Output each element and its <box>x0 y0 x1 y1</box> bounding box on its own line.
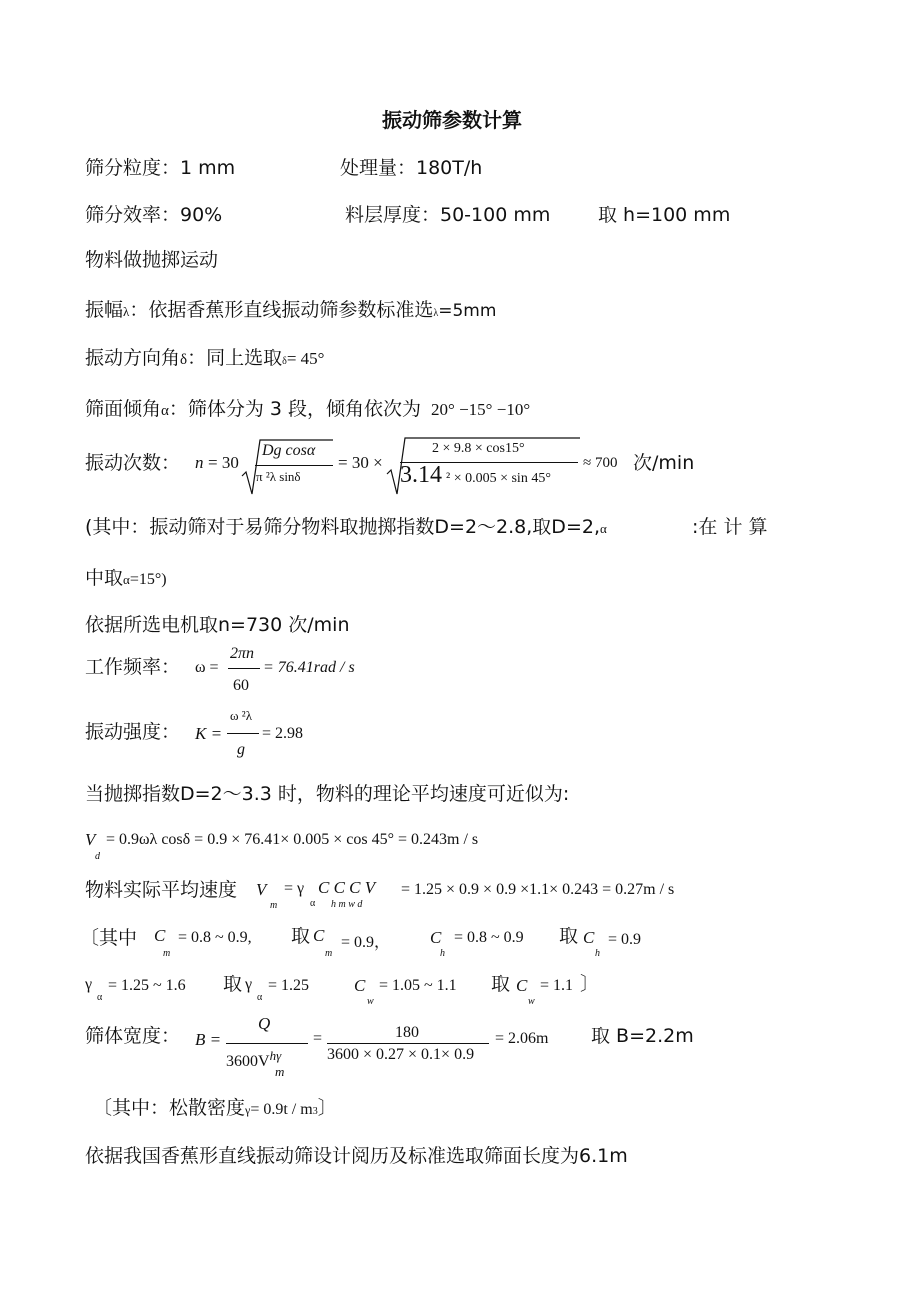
density-gamma: γ <box>245 1103 251 1117</box>
cw-symbol: C <box>354 976 366 995</box>
frac-line-workfreq <box>228 668 260 669</box>
direction-label: 振动方向角 <box>85 347 181 369</box>
theory-line: 当抛掷指数D=2～3.3 时，物料的理论平均速度可近似为: <box>85 783 570 805</box>
cm-value: = 0.9， <box>341 934 391 951</box>
n-symbol: n <box>195 453 204 472</box>
sqrt2-denominator: ² × 0.005 × sin 45° <box>446 471 551 486</box>
density-value: = 0.9t / m <box>250 1101 313 1118</box>
sqrt2-denominator-pi: 3.14 <box>400 462 442 488</box>
coef1-take-2: 取 <box>559 925 579 947</box>
sqrt2-numerator: 2 × 9.8 × cos15° <box>432 441 525 456</box>
capacity-text: 处理量：180T/h <box>340 157 483 179</box>
width-numerator-q: Q <box>258 1014 271 1033</box>
gamma-symbol: γ <box>85 976 93 993</box>
vd-symbol: V <box>85 830 96 849</box>
vm-symbol: V <box>256 880 267 899</box>
intensity-numerator: ω ²λ <box>230 708 253 723</box>
coef2-close: 〕 <box>580 973 600 995</box>
coef2-take-1: 取 <box>223 973 243 995</box>
coef2-take-2: 取 <box>491 973 511 995</box>
ch-symbol: C <box>430 928 442 947</box>
width-den-tail: hγ <box>269 1048 282 1063</box>
frac-line-intensity <box>227 733 259 734</box>
frac-line-1 <box>255 465 333 466</box>
cw-sub: w <box>367 996 374 1007</box>
workfreq-denominator: 60 <box>233 677 249 694</box>
k-eq: K = <box>195 724 223 743</box>
amplitude-line <box>85 298 496 326</box>
cm2-sub: m <box>325 948 333 959</box>
b-eq: B = <box>195 1030 222 1049</box>
gamma-sub: α <box>97 992 103 1003</box>
coef1-open: 〔其中 <box>80 927 138 949</box>
density-sup: 3 <box>312 1106 318 1117</box>
screen-length-line: 依据我国香蕉形直线振动筛设计阅历及标准选取筛面长度为6.1m <box>85 1145 628 1167</box>
cm2-symbol: C <box>313 926 325 945</box>
take-h-text: 取 h=100 mm <box>598 204 731 226</box>
vm-label: 物料实际平均速度 <box>85 879 238 901</box>
per-min-unit: 次/min <box>633 452 695 474</box>
width-numerator-180: 180 <box>395 1024 419 1041</box>
delta-symbol: δ <box>180 352 188 368</box>
vm-gamma: = γ <box>284 880 305 897</box>
note2-alpha: α <box>123 572 130 587</box>
vm-gamma-sub: α <box>310 898 316 909</box>
cw-range: = 1.05 ~ 1.1 <box>379 977 457 994</box>
ch-range: = 0.8 ~ 0.9 <box>454 929 524 946</box>
vd-sub: d <box>95 851 100 862</box>
gamma-value: = 1.25 <box>268 977 310 994</box>
page-title: 振动筛参数计算 <box>382 108 522 132</box>
density-label: 〔其中：松散密度 <box>93 1097 246 1119</box>
lambda-sub: λ <box>433 308 439 319</box>
width-take: 取 B=2.2m <box>591 1025 694 1047</box>
eq-30: = 30 <box>208 453 239 472</box>
cw2-symbol: C <box>516 976 528 995</box>
screen-size-text: 筛分粒度：1 mm <box>85 157 236 179</box>
width-denominator-1 <box>226 1048 281 1071</box>
motion-type-text: 物料做抛掷运动 <box>85 249 219 271</box>
sqrt1-denominator: π ²λ sinδ <box>256 469 301 484</box>
gamma2-sub: α <box>257 992 263 1003</box>
density-line <box>93 1096 337 1124</box>
ch2-symbol: C <box>583 928 595 947</box>
cm-sub: m <box>163 948 171 959</box>
cm-symbol: C <box>154 926 166 945</box>
delta-sub: δ <box>282 356 287 367</box>
note1-end: :在 计 算 <box>692 516 768 538</box>
frac-line-width-2 <box>327 1043 489 1044</box>
direction-angle-line <box>85 346 324 374</box>
lambda-symbol: λ <box>123 304 130 319</box>
eq-30x: = 30 × <box>338 453 383 472</box>
coef1-take-1: 取 <box>291 925 311 947</box>
sqrt1-numerator: Dg cosα <box>262 442 316 459</box>
vm-equation: = 1.25 × 0.9 × 0.9 ×1.1× 0.243 = 0.27m / s <box>401 881 675 898</box>
alpha-symbol: α <box>161 403 169 419</box>
density-close: 〕 <box>317 1097 337 1119</box>
ch-value: = 0.9 <box>608 931 642 948</box>
width-den-sub: m <box>275 1064 285 1079</box>
layer-thickness-text: 料层厚度：50-100 mm <box>345 204 551 226</box>
note2-prefix: 中取 <box>85 567 124 589</box>
ch-sub: h <box>440 948 445 959</box>
width-den-3600v: 3600V <box>226 1053 270 1070</box>
intensity-result: = 2.98 <box>262 725 304 742</box>
note-line-2 <box>85 566 167 592</box>
amplitude-label: 振幅 <box>85 299 124 321</box>
gamma2-symbol: γ <box>245 976 253 993</box>
note2-value: =15°) <box>129 571 167 588</box>
width-eq: = <box>313 1030 323 1047</box>
efficiency-text: 筛分效率：90% <box>85 204 223 226</box>
amplitude-desc: ：依据香蕉形直线振动筛参数标准选 <box>129 299 434 321</box>
cw2-sub: w <box>528 996 535 1007</box>
width-denominator-2: 3600 × 0.27 × 0.1× 0.9 <box>327 1046 475 1063</box>
tilt-desc: ：筛体分为 3 段，倾角依次为 <box>168 398 422 420</box>
work-frequency-label: 工作频率： <box>85 656 181 678</box>
width-result: = 2.06m <box>495 1030 549 1047</box>
vibration-count-label: 振动次数： <box>85 452 181 474</box>
tilt-angle-line <box>85 397 530 423</box>
vm-sub: m <box>270 900 278 911</box>
note1-text: (其中：振动筛对于易筛分物料取抛掷指数D=2～2.8,取D=2, <box>85 516 600 538</box>
cw-value: = 1.1 <box>540 977 574 994</box>
motor-line: 依据所选电机取n=730 次/min <box>85 614 350 636</box>
ch2-sub: h <box>595 948 600 959</box>
direction-value: = 45° <box>286 349 325 368</box>
intensity-denominator: g <box>237 741 245 758</box>
workfreq-result: = 76.41rad / s <box>263 659 355 676</box>
tilt-label: 筛面倾角 <box>85 398 162 420</box>
workfreq-numerator: 2πn <box>230 645 255 662</box>
cm-range: = 0.8 ~ 0.9, <box>178 929 252 946</box>
vd-equation: = 0.9ωλ cosδ = 0.9 × 76.41× 0.005 × cos 45° = 0.243m / s <box>106 831 479 848</box>
intensity-label: 振动强度： <box>85 721 181 743</box>
omega-eq: ω = <box>195 659 219 676</box>
amplitude-value: =5mm <box>438 301 497 321</box>
note-line-1 <box>85 515 607 541</box>
tilt-values: 20° −15° −10° <box>431 400 531 419</box>
note1-alpha: α <box>600 521 607 536</box>
approx-700: ≈ 700 <box>583 455 618 471</box>
vm-coefficient-subs: h m w d <box>331 899 363 910</box>
width-label: 筛体宽度： <box>85 1025 181 1047</box>
frac-line-width-1 <box>226 1043 308 1044</box>
direction-desc: ：同上选取 <box>187 347 283 369</box>
vm-coefficients: C C C V <box>318 878 376 897</box>
gamma-range: = 1.25 ~ 1.6 <box>108 977 186 994</box>
